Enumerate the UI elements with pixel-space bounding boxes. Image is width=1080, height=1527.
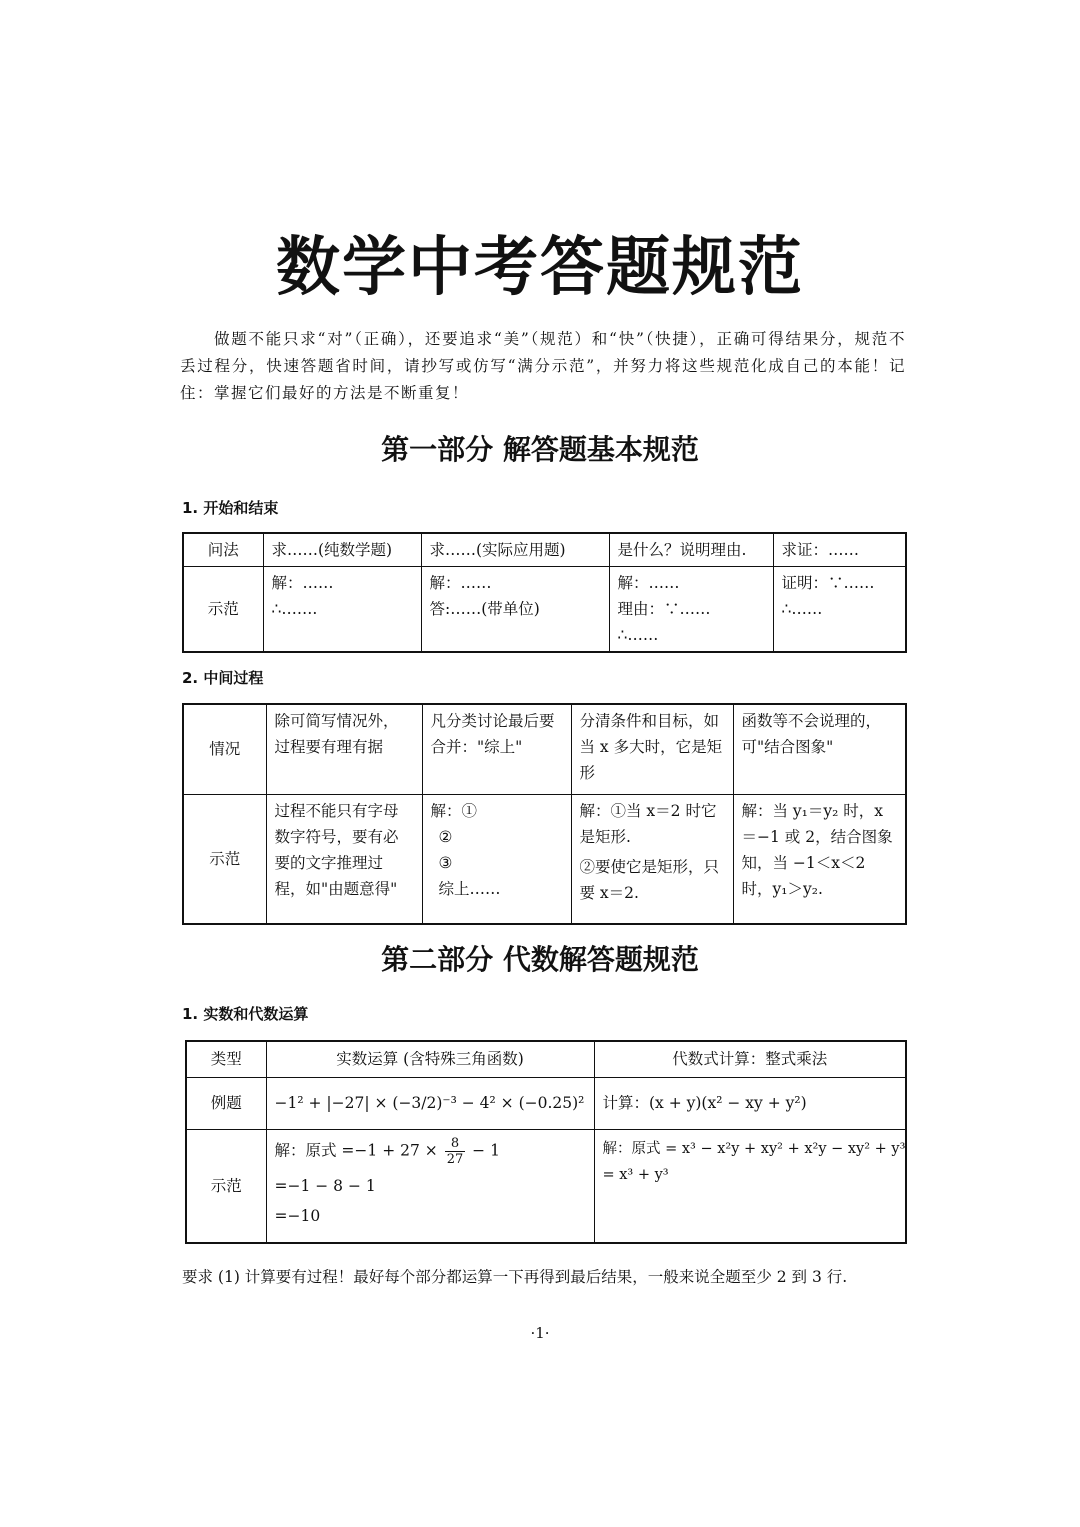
demo-line: ∴…… bbox=[781, 600, 823, 618]
demo-line: = x³ + y³ bbox=[602, 1166, 669, 1183]
row-head-demo: 示范 bbox=[183, 567, 263, 653]
demo-cell bbox=[773, 567, 906, 653]
case-cell: 分清条件和目标，如当 x 多大时，它是矩形 bbox=[571, 704, 733, 794]
demo-cell bbox=[609, 567, 773, 653]
ask-cell: 是什么？说明理由. bbox=[609, 533, 773, 567]
demo-cell: 解：当 y₁＝y₂ 时，x＝−1 或 2，结合图象知，当 −1＜x＜2 时，y₁＞y₂. bbox=[733, 794, 906, 924]
row-head-ask: 问法 bbox=[183, 533, 263, 567]
demo-line: ②要使它是矩形，只要 x＝2. bbox=[579, 857, 720, 902]
demo-line: 解：原式 = x³ − x²y + xy² + x²y − xy² + y³ bbox=[602, 1140, 906, 1157]
demo-line: 解：…… bbox=[271, 574, 334, 592]
ask-cell: 求证：…… bbox=[773, 533, 906, 567]
demo-cell bbox=[263, 567, 421, 653]
header-algebra: 代数式计算：整式乘法 bbox=[594, 1041, 906, 1077]
process-table bbox=[182, 703, 907, 925]
header-real: 实数运算 (含特殊三角函数) bbox=[266, 1041, 594, 1077]
header-type: 类型 bbox=[186, 1041, 266, 1077]
ask-cell: 求……(实际应用题) bbox=[421, 533, 609, 567]
demo-line: 答:……(带单位) bbox=[429, 600, 540, 618]
page-title: 数学中考答题规范 bbox=[276, 231, 804, 305]
demo-line: 综上…… bbox=[438, 879, 501, 898]
demo-suffix: − 1 bbox=[472, 1141, 500, 1159]
part1-sec2-title: 2. 中间过程 bbox=[182, 669, 264, 687]
calculation-table bbox=[185, 1040, 907, 1244]
demo-algebra bbox=[594, 1129, 906, 1243]
part2-sec1-title: 1. 实数和代数运算 bbox=[182, 1005, 309, 1023]
demo-cell bbox=[571, 794, 733, 924]
demo-line: ② bbox=[438, 827, 453, 846]
demo-line: 证明：∵…… bbox=[781, 574, 875, 592]
intro-paragraph: 做题不能只求“对”（正确），还要追求“美”（规范）和“快”（快捷），正确可得结果分，规范不丢过程分，快速答题省时间，请抄写或仿写“满分示范”，并努力将这些规范化成自己的本能！记住：掌握它们最好的方法是不断重复！ bbox=[180, 330, 906, 402]
fraction bbox=[445, 1136, 466, 1167]
case-cell: 函数等不会说理的，可"结合图象" bbox=[733, 704, 906, 794]
demo-cell bbox=[422, 794, 571, 924]
demo-line: 解：…… bbox=[617, 574, 680, 592]
row-head-example: 例题 bbox=[186, 1077, 266, 1129]
fraction-denominator: 27 bbox=[446, 1151, 464, 1167]
case-cell: 凡分类讨论最后要合并："综上" bbox=[422, 704, 571, 794]
demo-real bbox=[266, 1129, 594, 1243]
demo-line: 解：①当 x＝2 时它是矩形. bbox=[579, 801, 717, 846]
demo-line: 解：① bbox=[430, 801, 478, 820]
demo-line: =−1 − 8 − 1 bbox=[274, 1176, 376, 1195]
row-head-demo: 示范 bbox=[186, 1129, 266, 1243]
demo-cell: 过程不能只有字母数字符号，要有必要的文字推理过程，如"由题意得" bbox=[266, 794, 422, 924]
demo-line: 理由：∵…… bbox=[617, 600, 711, 618]
part2-title: 第二部分 代数解答题规范 bbox=[381, 943, 699, 976]
row-head-demo: 示范 bbox=[183, 794, 266, 924]
start-end-table bbox=[182, 532, 907, 653]
demo-prefix: 解：原式 =−1 + 27 × bbox=[274, 1141, 438, 1159]
demo-line: ∴…… bbox=[617, 626, 659, 644]
demo-line: 解：…… bbox=[429, 574, 492, 592]
example-algebra: 计算：(x + y)(x² − xy + y²) bbox=[594, 1077, 906, 1129]
example-real: −1² + |−27| × (−3/2)⁻³ − 4² × (−0.25)² bbox=[266, 1077, 594, 1129]
ask-cell: 求……(纯数学题) bbox=[263, 533, 421, 567]
case-cell: 除可简写情况外，过程要有理有据 bbox=[266, 704, 422, 794]
demo-line: =−10 bbox=[274, 1206, 321, 1225]
part1-title: 第一部分 解答题基本规范 bbox=[381, 433, 699, 466]
fraction-numerator: 8 bbox=[445, 1136, 466, 1152]
demo-line: ③ bbox=[438, 853, 453, 872]
page-number: ·1· bbox=[530, 1324, 550, 1342]
row-head-case: 情况 bbox=[183, 704, 266, 794]
demo-line bbox=[275, 1136, 586, 1167]
demo-cell bbox=[421, 567, 609, 653]
demo-line: ∴……. bbox=[271, 600, 318, 618]
requirement-text: 要求 (1) 计算要有过程！最好每个部分都运算一下再得到最后结果，一般来说全题至少 2 到 3 行. bbox=[182, 1268, 848, 1286]
part1-sec1-title: 1. 开始和结束 bbox=[182, 499, 279, 517]
